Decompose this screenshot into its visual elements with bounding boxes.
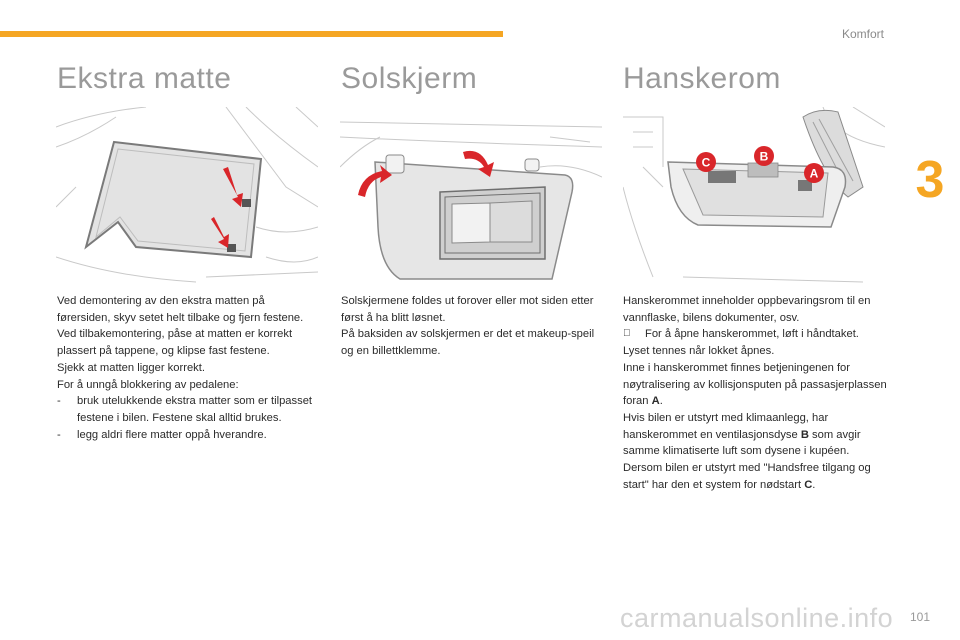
paragraph-text: Hvis bilen er utstyrt med klimaanlegg, har hanskerommet en ventilasjonsdyse — [623, 411, 829, 441]
callout-a — [804, 163, 824, 183]
watermark: carmanualsonline.info — [620, 603, 894, 633]
list-item-text: bruk utelukkende ekstra matter som er tilpasset festene i bilen. Festene skal alltid brukes. — [77, 395, 313, 424]
paragraph-text: Dersom bilen er utstyrt med "Handsfree tilgang og start" har den et system for nødstart — [623, 462, 871, 491]
paragraph: Lyset tennes når lokket åpnes. — [623, 345, 775, 358]
glovebox-illustration — [623, 107, 885, 284]
paragraph: Solskjermene foldes ut forover eller mot siden etter først å ha blitt løsnet. — [341, 295, 594, 324]
paragraph — [623, 360, 888, 410]
paragraph-text: som avgir samme klimatiserte luft som dysene i kupéen. — [623, 428, 861, 458]
title-solskjerm: Solskjerm — [341, 62, 478, 95]
callout-c — [696, 152, 716, 172]
callout-b — [754, 146, 774, 166]
paragraph-text: Inne i hanskerommet finnes betjeningenen for nøytralisering av kollisjonsputen på passasjerplassen foran — [623, 361, 887, 408]
bullet-line — [623, 326, 888, 343]
header-accent-bar — [0, 31, 503, 37]
page-number: 101 — [910, 610, 931, 624]
paragraph: På baksiden av solskjermen er det et makeup-speil og en billettklemme. — [341, 328, 595, 358]
paragraph: Ved demontering av den ekstra matten på førersiden, skyv setet helt tilbake og fjern festene. — [57, 295, 304, 324]
chapter-number: 3 — [915, 151, 945, 209]
paragraph: For å unngå blokkering av pedalene: — [57, 378, 239, 391]
callout-ref: A — [651, 395, 660, 408]
title-hanskerom: Hanskerom — [623, 62, 781, 95]
paragraph-text: . — [812, 478, 816, 491]
list-item-text: legg aldri flere matter oppå hverandre. — [77, 428, 267, 441]
callout-a-label: A — [809, 166, 819, 181]
paragraph — [623, 410, 888, 460]
sun-visor-illustration — [340, 107, 602, 284]
bullet-text: For å åpne hanskerommet, løft i håndtaket. — [645, 328, 859, 341]
paragraph: Ved tilbakemontering, påse at matten er korrekt plassert på tappene, og klipse fast festene. — [57, 328, 293, 358]
floor-mat-illustration — [56, 107, 318, 284]
paragraph — [623, 460, 888, 493]
solskjerm-text — [341, 293, 603, 360]
hanskerom-text — [623, 293, 888, 493]
ekstra-matte-text — [57, 293, 320, 443]
paragraph: Sjekk at matten ligger korrekt. — [57, 361, 205, 374]
callout-b-label: B — [759, 149, 769, 164]
list-item — [57, 393, 320, 426]
list-dash: - — [57, 395, 61, 408]
title-ekstra-matte: Ekstra matte — [57, 62, 232, 95]
paragraph: Hanskerommet inneholder oppbevaringsrom til en vannflaske, bilens dokumenter, osv. — [623, 295, 871, 324]
bullet-glyph — [623, 326, 631, 343]
list-dash: - — [57, 428, 61, 441]
section-title: Komfort — [841, 27, 884, 41]
callout-ref: C — [804, 478, 813, 491]
callout-ref: B — [800, 428, 809, 441]
pedal-warning-list — [57, 393, 320, 443]
callout-c-label: C — [701, 155, 711, 170]
list-item — [57, 427, 320, 444]
paragraph-text: . — [659, 395, 663, 408]
